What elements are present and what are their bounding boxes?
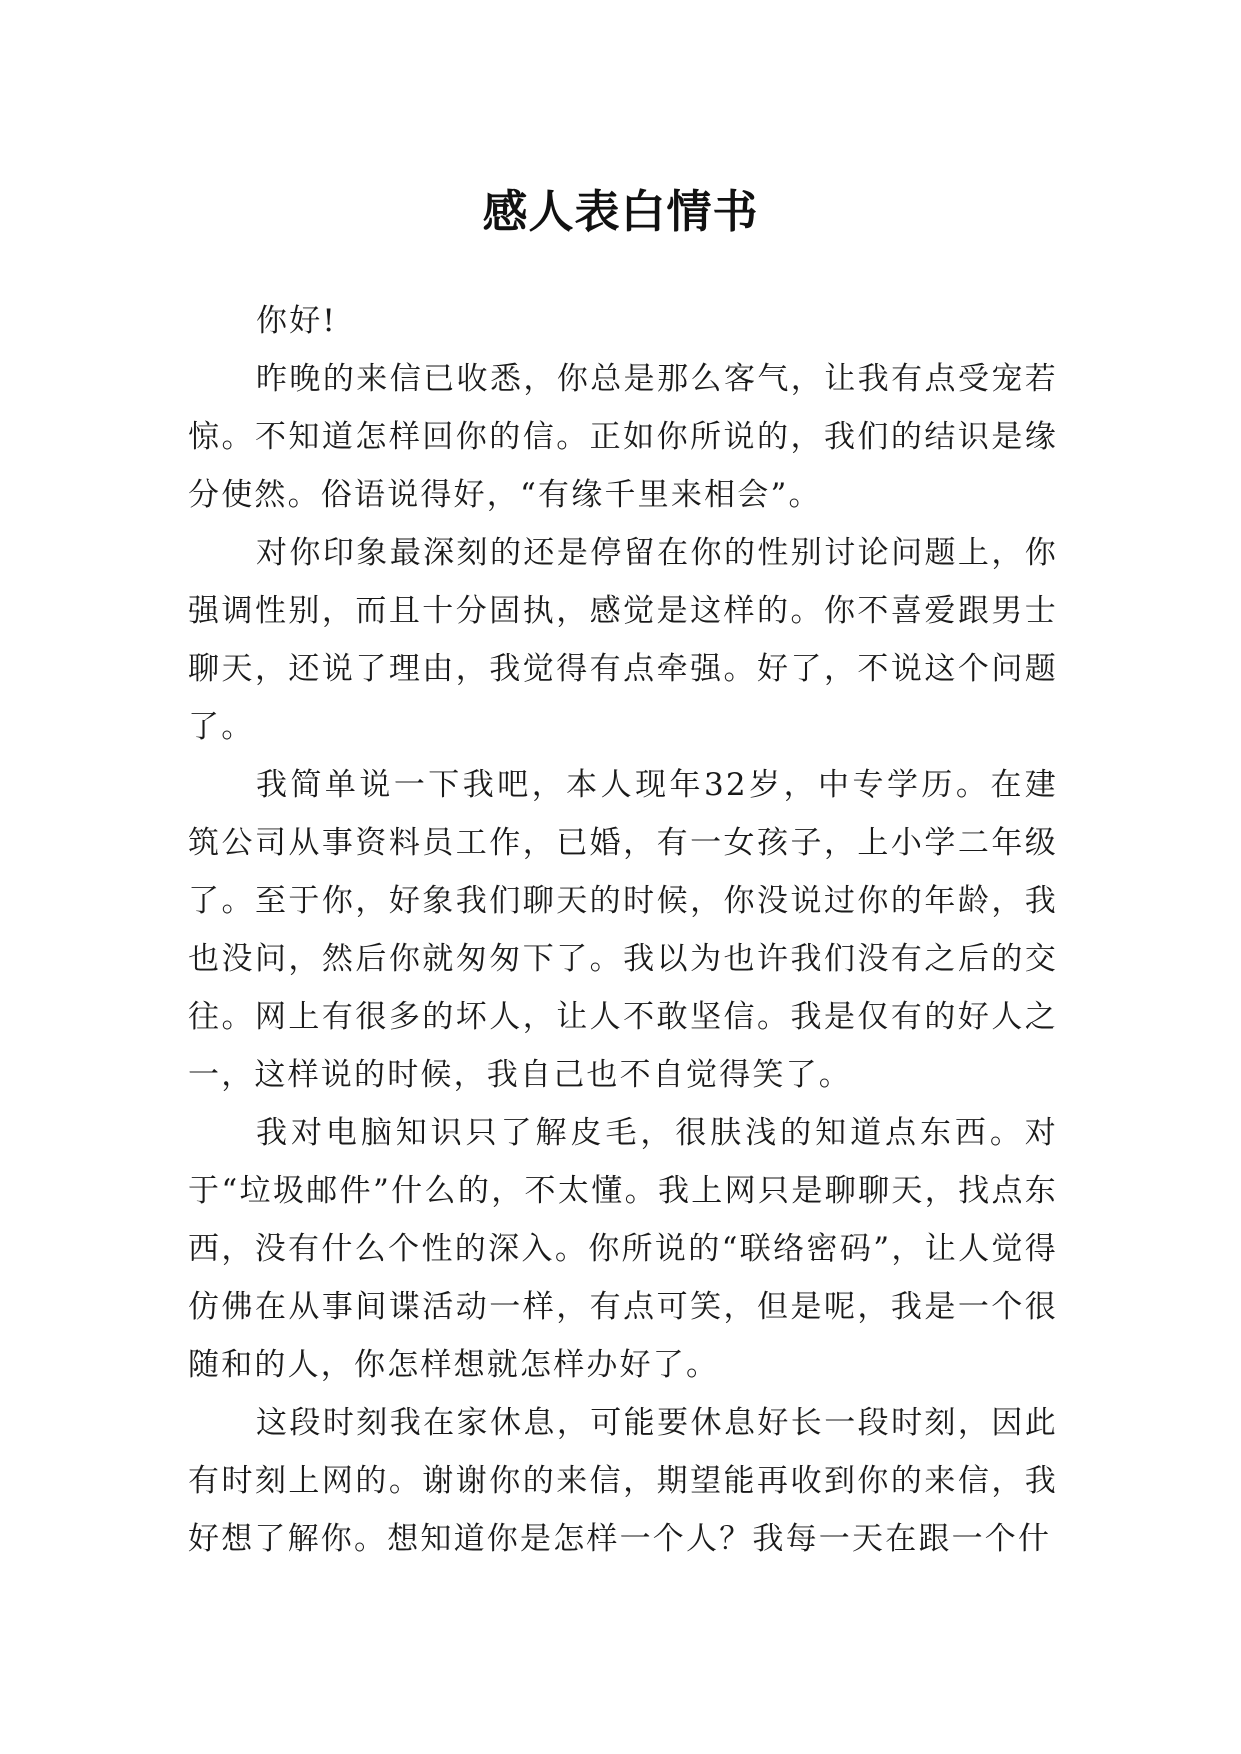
paragraph: 昨晚的来信已收悉，你总是那么客气，让我有点受宠若惊。不知道怎样回你的信。正如你所说的，我们的结识是缘分使然。俗语说得好，“有缘千里来相会”。	[188, 361, 1058, 513]
paragraph: 我对电脑知识只了解皮毛，很肤浅的知道点东西。对于“垃圾邮件”什么的，不太懂。我上网只是聊聊天，找点东西，没有什么个性的深入。你所说的“联络密码”，让人觉得仿佛在从事间谍活动一样，有点可笑，但是呢，我是一个很随和的人，你怎样想就怎样办好了。	[188, 1115, 1058, 1383]
paragraph: 对你印象最深刻的还是停留在你的性别讨论问题上，你强调性别，而且十分固执，感觉是这样的。你不喜爱跟男士聊天，还说了理由，我觉得有点牵强。好了，不说这个问题了。	[188, 535, 1058, 745]
paragraph: 我简单说一下我吧，本人现年32岁，中专学历。在建筑公司从事资料员工作，已婚，有一女孩子，上小学二年级了。至于你，好象我们聊天的时候，你没说过你的年龄，我也没问，然后你就匆匆下了。我以为也许我们没有之后的交往。网上有很多的坏人，让人不敢坚信。我是仅有的好人之一，这样说的时候，我自己也不自觉得笑了。	[188, 767, 1058, 1093]
paragraph-greeting: 你好!	[256, 303, 338, 339]
document-title: 感人表白情书	[482, 185, 759, 239]
paragraph: 这段时刻我在家休息，可能要休息好长一段时刻，因此有时刻上网的。谢谢你的来信，期望能再收到你的来信，我好想了解你。想知道你是怎样一个人？我每一天在跟一个什	[188, 1405, 1058, 1557]
letter-body	[188, 292, 1058, 1568]
